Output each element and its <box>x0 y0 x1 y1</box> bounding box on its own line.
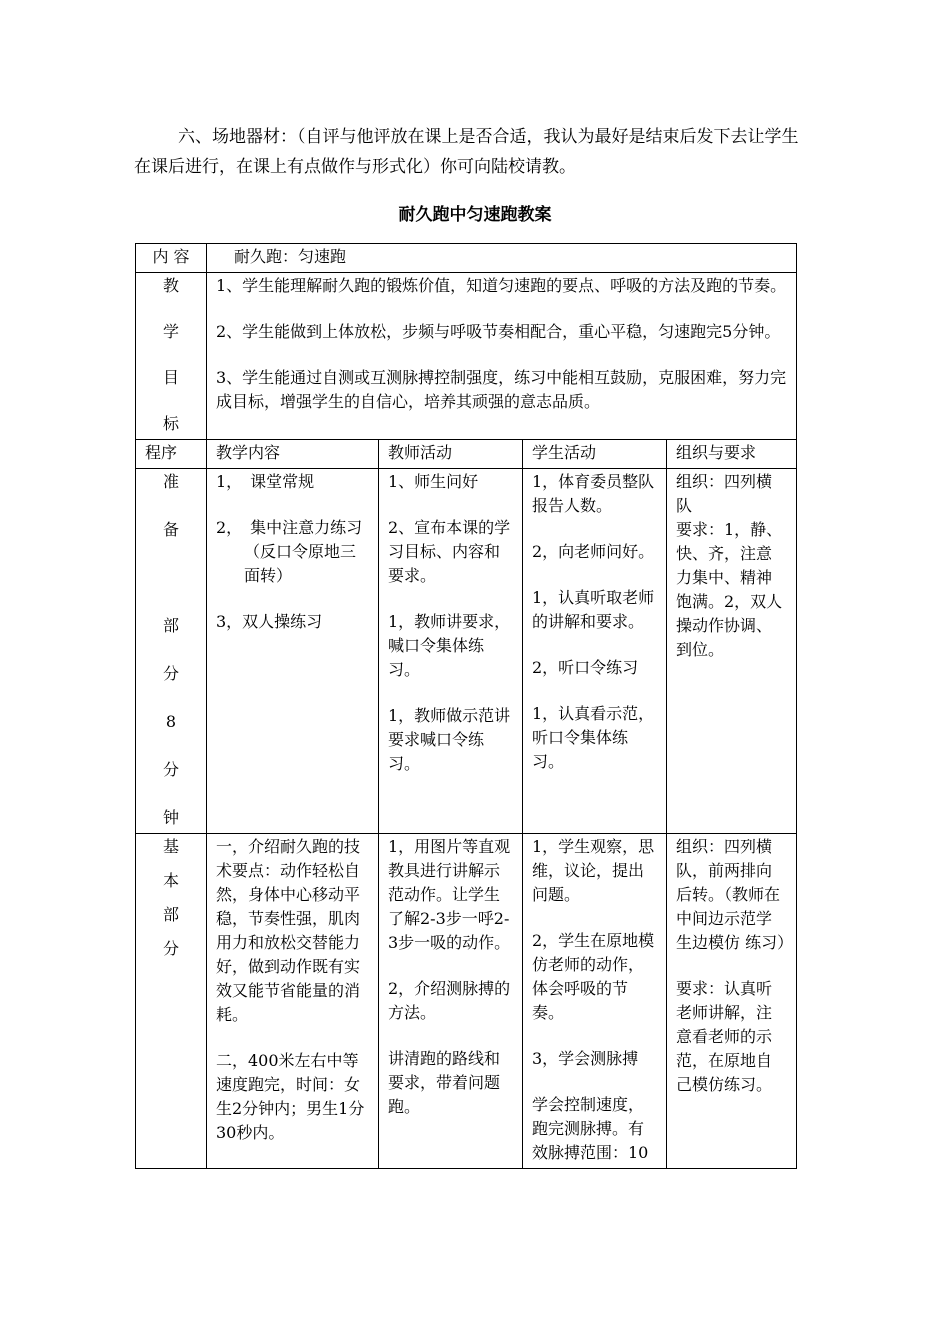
prep-content <box>207 469 379 834</box>
header-content: 教学内容 <box>207 440 379 469</box>
prep-teacher-item: 2、宣布本课的学习目标、内容和要求。 <box>388 518 511 585</box>
prep-content-item: 2， 集中注意力练习（反口令原地三面转） <box>216 518 363 585</box>
basic-content <box>207 834 379 1169</box>
basic-label-char: 基 <box>162 837 179 856</box>
basic-org-item: 组织：四列横队，前两排向后转。（教师在中间边示范学生边模仿 练习） <box>676 837 794 952</box>
prep-teacher-item: 1、师生问好 <box>388 472 479 491</box>
prep-label-char: 钟 <box>162 808 179 827</box>
prep-org <box>667 469 797 834</box>
content-value <box>207 244 797 273</box>
prep-label-char: 分 <box>162 760 179 779</box>
objective-item: 2、学生能做到上体放松，步频与呼吸节奏相配合，重心平稳，匀速跑完5分钟。 <box>216 322 781 341</box>
prep-org-item: 组织：四列横队 <box>676 472 773 515</box>
basic-org-item: 要求：认真听老师讲解，注意看老师的示范，在原地自己模仿练习。 <box>676 979 773 1094</box>
prep-content-item: 1， 课堂常规 <box>216 472 315 491</box>
prep-student-item: 1，体育委员整队报告人数。 <box>532 472 655 515</box>
basic-label-char: 部 <box>162 905 179 924</box>
prep-row <box>136 469 797 834</box>
objectives-label-char: 标 <box>162 414 179 433</box>
prep-label-char: 8 <box>165 712 177 731</box>
prep-org-item: 要求：1，静、快、齐，注意力集中、精神饱满。2，双人操动作协调、到位。 <box>676 520 783 659</box>
prep-label-char: 准 <box>162 472 179 491</box>
basic-row <box>136 834 797 1169</box>
prep-teacher <box>379 469 523 834</box>
objective-item: 1、学生能理解耐久跑的锻炼价值，知道匀速跑的要点、呼吸的方法及跑的节奏。 <box>216 276 787 295</box>
objectives-label-char: 学 <box>162 322 179 341</box>
prep-label-char: 备 <box>162 520 179 539</box>
intro-paragraph: 六、场地器材：（自评与他评放在课上是否合适，我认为最好是结束后发下去让学生在课后进行，在课上有点做作与形式化）你可向陆校请教。 <box>134 127 799 177</box>
prep-student-item: 1，认真听取老师的讲解和要求。 <box>532 588 655 631</box>
content-value-text: 耐久跑：匀速跑 <box>234 247 347 266</box>
basic-content-item: 一，介绍耐久跑的技术要点：动作轻松自然，身体中心移动平稳，节奏性强，肌肉用力和放松交替能力好，做到动作既有实效又能节省能量的消耗。 <box>216 837 361 1024</box>
basic-student-item: 2，学生在原地模仿老师的动作，体会呼吸的节奏。 <box>532 931 655 1022</box>
lesson-plan-title: 耐久跑中匀速跑教案 <box>398 205 552 225</box>
basic-label-char: 本 <box>162 871 179 890</box>
prep-student-item: 2，听口令练习 <box>532 658 639 677</box>
basic-student-item: 1，学生观察，思维，议论，提出问题。 <box>532 837 655 904</box>
prep-teacher-item: 1，教师讲要求，喊口令集体练习。 <box>388 612 511 679</box>
basic-student-item: 学会控制速度，跑完测脉搏。有效脉搏范围：10 <box>532 1095 649 1162</box>
prep-content-item: 3，双人操练习 <box>216 612 323 631</box>
prep-student-item: 2，向老师问好。 <box>532 542 655 561</box>
header-teacher: 教师活动 <box>379 440 523 469</box>
objectives-label-char: 目 <box>162 368 179 387</box>
prep-label-char: 部 <box>162 616 179 635</box>
content-row <box>136 244 797 273</box>
objectives-label-char: 教 <box>162 276 179 295</box>
objectives-row <box>136 273 797 440</box>
prep-teacher-item: 1，教师做示范讲要求喊口令练习。 <box>388 706 511 773</box>
objectives-body <box>207 273 797 440</box>
basic-org <box>667 834 797 1169</box>
objectives-label <box>136 273 207 440</box>
prep-label-char: 分 <box>162 664 179 683</box>
basic-content-item: 二，400米左右中等速度跑完，时间：女生2分钟内；男生1分30秒内。 <box>216 1051 365 1142</box>
basic-label-char: 分 <box>162 939 179 958</box>
basic-teacher <box>379 834 523 1169</box>
basic-label <box>136 834 207 1169</box>
basic-student-item: 3，学会测脉搏 <box>532 1049 639 1068</box>
prep-student <box>523 469 667 834</box>
objective-item: 3、学生能通过自测或互测脉搏控制强度，练习中能相互鼓励，克服困难，努力完成目标，增强学生的自信心，培养其顽强的意志品质。 <box>216 368 787 411</box>
basic-student <box>523 834 667 1169</box>
prep-label <box>136 469 207 834</box>
lesson-plan-table <box>135 243 797 1169</box>
header-row <box>136 440 797 469</box>
header-student: 学生活动 <box>523 440 667 469</box>
prep-student-item: 1，认真看示范，听口令集体练习。 <box>532 704 655 771</box>
header-procedure: 程序 <box>136 440 207 469</box>
basic-teacher-item: 2，介绍测脉搏的方法。 <box>388 979 511 1022</box>
basic-teacher-item: 1，用图片等直观教具进行讲解示范动作。让学生了解2-3步一呼2-3步一吸的动作。 <box>388 837 511 952</box>
basic-teacher-item: 讲清跑的路线和要求，带着问题跑。 <box>388 1049 501 1116</box>
header-org: 组织与要求 <box>667 440 797 469</box>
content-label: 内 容 <box>136 244 207 273</box>
